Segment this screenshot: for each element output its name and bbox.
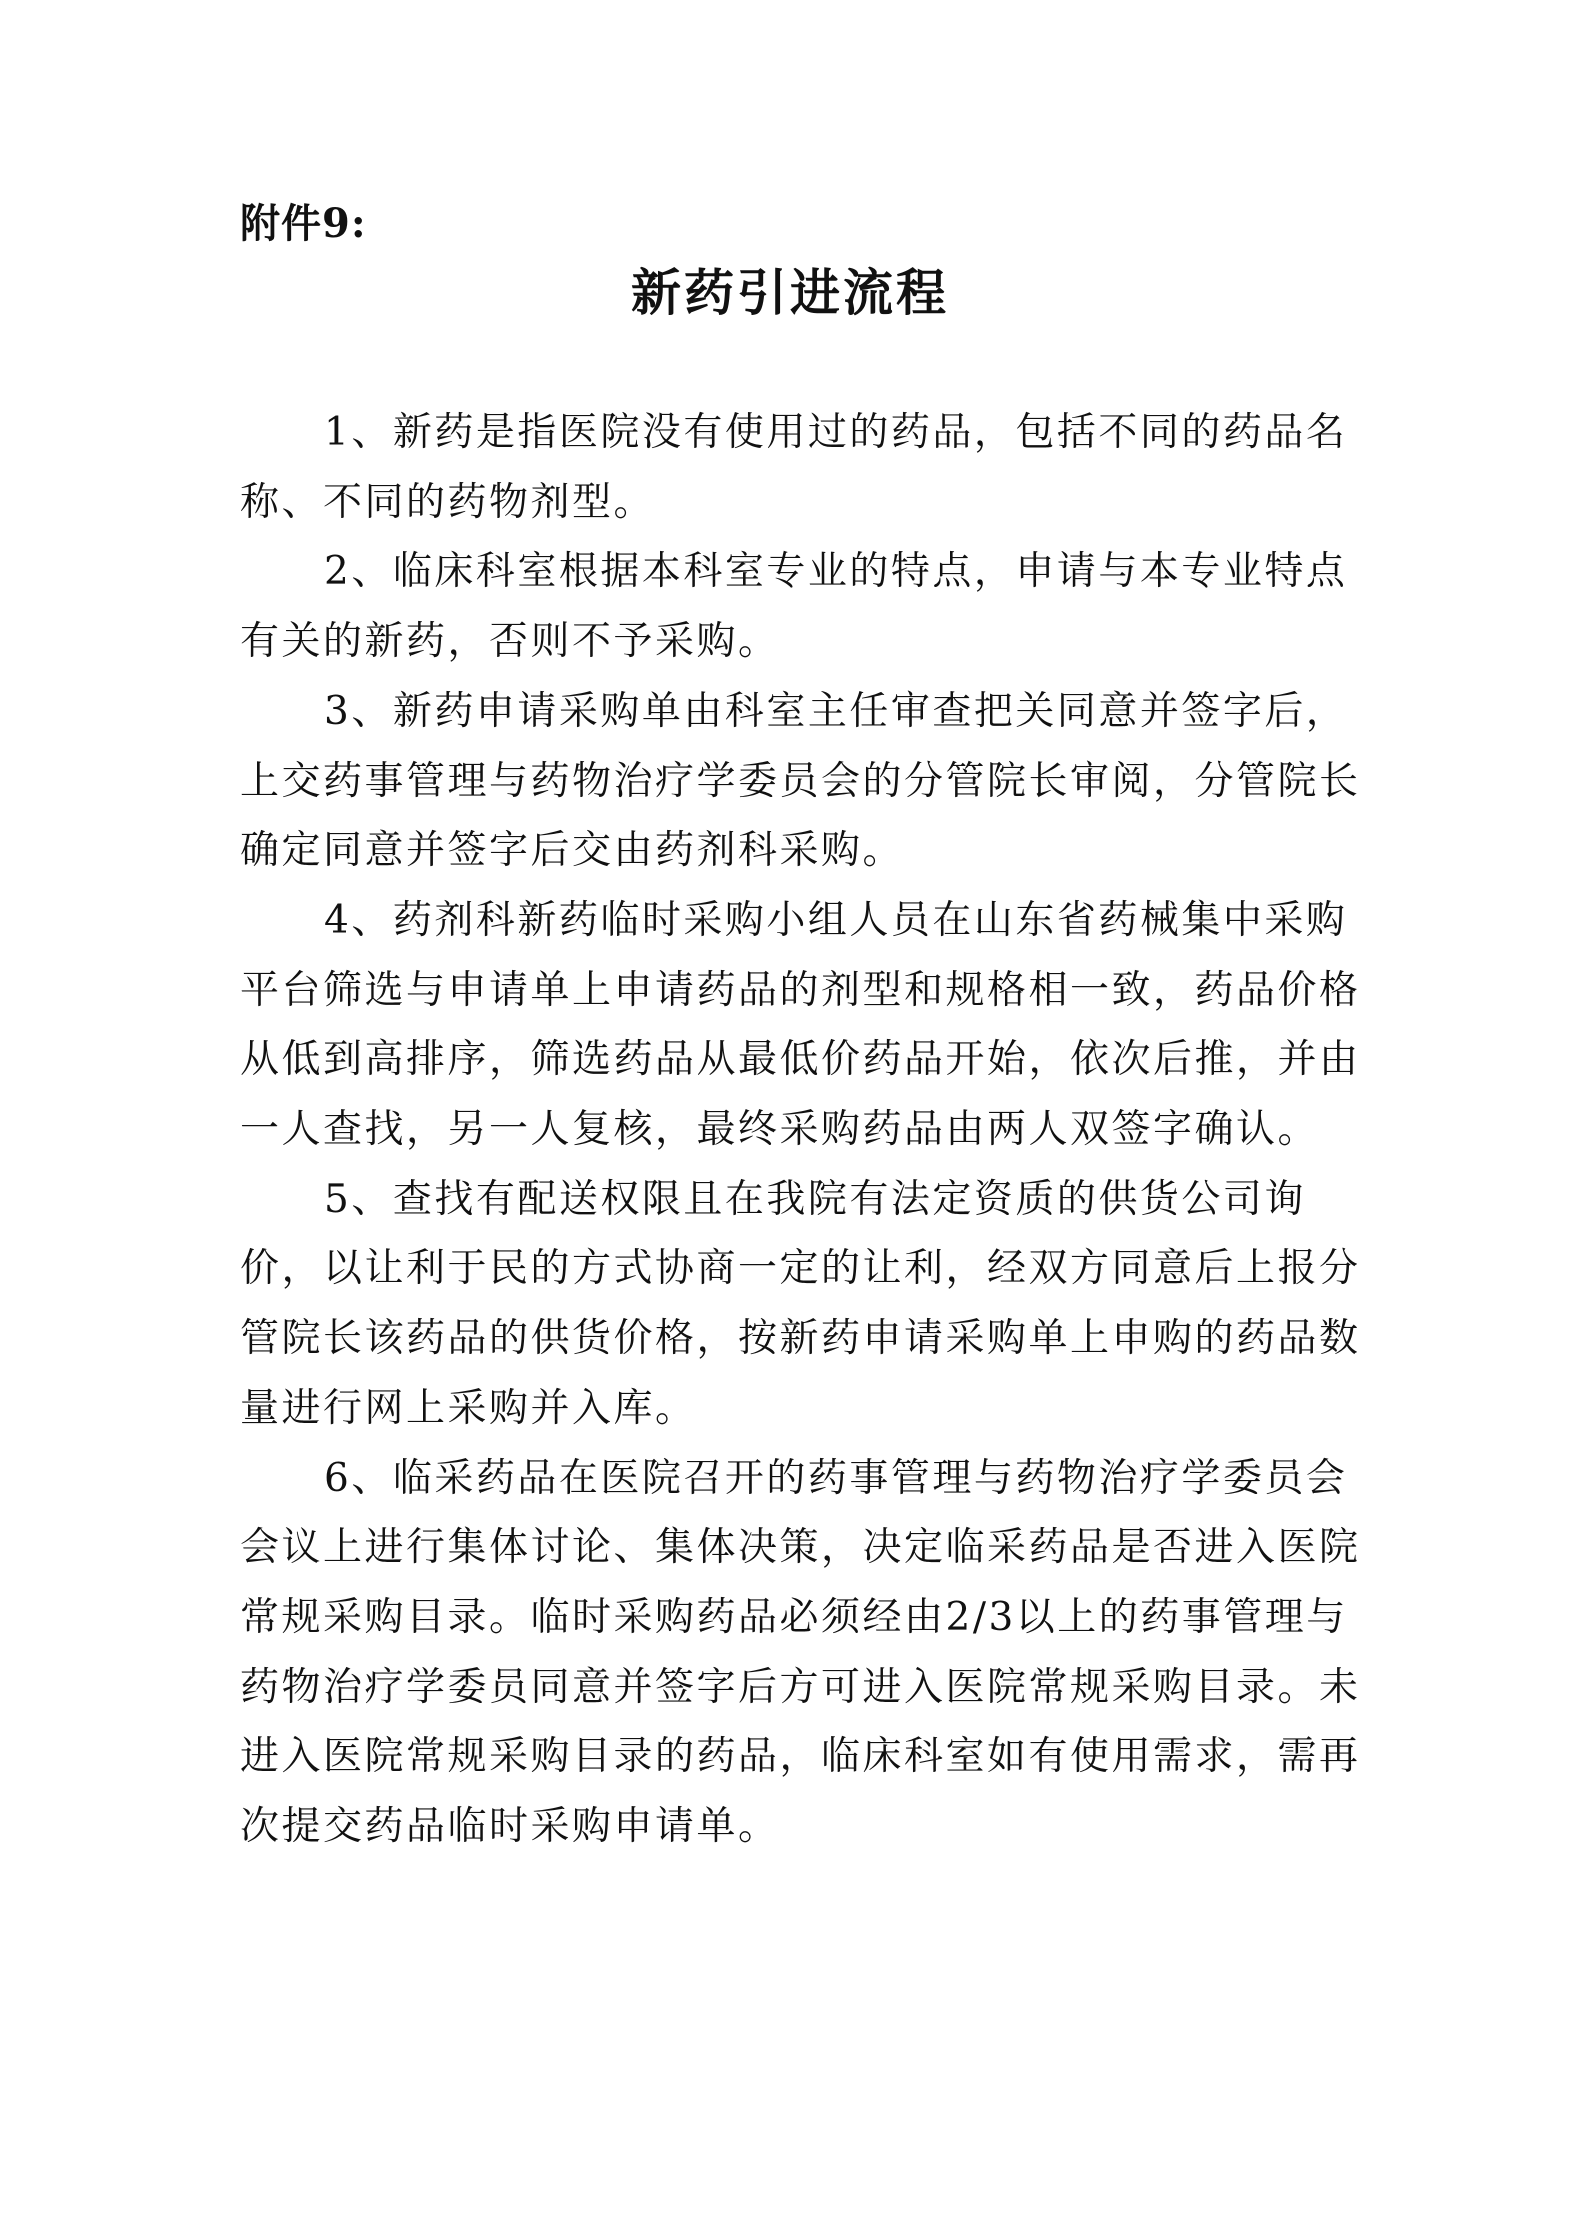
document-body: [240, 398, 1368, 1862]
paragraph-5: 5、查找有配送权限且在我院有法定资质的供货公司询价，以让利于民的方式协商一定的让利，经双方同意后上报分管院长该药品的供货价格，按新药申请采购单上申购的药品数量进行网上采购并入库。: [240, 1176, 1361, 1431]
paragraph-2: 2、临床科室根据本科室专业的特点，申请与本专业特点有关的新药，否则不予采购。: [240, 549, 1348, 665]
paragraph-4: 4、药剂科新药临时采购小组人员在山东省药械集中采购平台筛选与申请单上申请药品的剂型和规格相一致，药品价格从低到高排序，筛选药品从最低价药品开始，依次后推，并由一人查找，另一人复核，最终采购药品由两人双签字确认。: [240, 897, 1361, 1153]
attachment-label: 附件9:: [240, 200, 367, 247]
document-title: 新药引进流程: [631, 263, 949, 322]
paragraph-1: 1、新药是指医院没有使用过的药品，包括不同的药品名称、不同的药物剂型。: [240, 410, 1348, 525]
paragraph-3: 3、新药申请采购单由科室主任审查把关同意并签字后，上交药事管理与药物治疗学委员会的分管院长审阅，分管院长确定同意并签字后交由药剂科采购。: [240, 688, 1361, 874]
paragraph-6: 6、临采药品在医院召开的药事管理与药物治疗学委员会会议上进行集体讨论、集体决策，决定临采药品是否进入医院常规采购目录。临时采购药品必须经由2/3以上的药事管理与药物治疗学委员同意并签字后方可进入医院常规采购目录。未进入医院常规采购目录的药品，临床科室如有使用需求，需再次提交药品临时采购申请单。: [240, 1455, 1361, 1850]
